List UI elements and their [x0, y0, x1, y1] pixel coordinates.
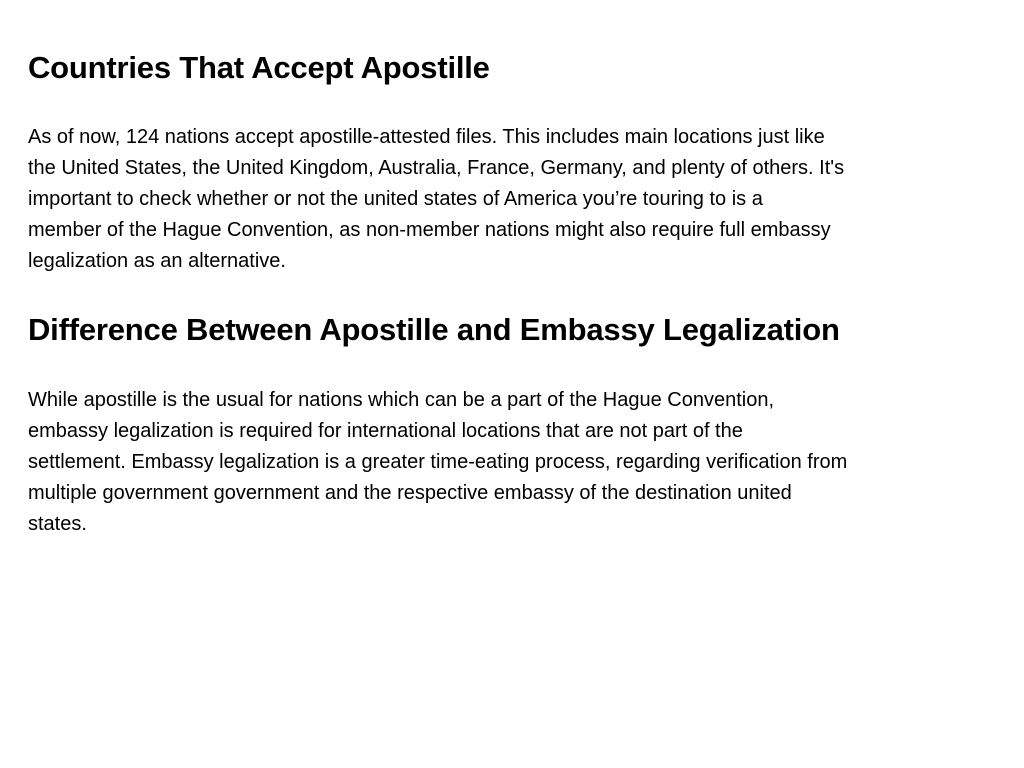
section-paragraph-difference: [28, 385, 996, 540]
paragraph-line: multiple government government and the respective embassy of the destination united: [28, 482, 792, 504]
section-paragraph-countries: [28, 122, 996, 277]
section-heading-difference: Difference Between Apostille and Embassy Legalization: [28, 312, 840, 347]
section-heading-countries: Countries That Accept Apostille: [28, 50, 490, 85]
paragraph-line: embassy legalization is required for international locations that are not part of the: [28, 420, 743, 442]
paragraph-line: states.: [28, 513, 87, 535]
paragraph-line: As of now, 124 nations accept apostille-attested files. This includes main locations just like: [28, 126, 825, 148]
paragraph-line: settlement. Embassy legalization is a greater time-eating process, regarding verification from: [28, 451, 848, 473]
paragraph-line: the United States, the United Kingdom, Australia, France, Germany, and plenty of others. It's: [28, 157, 845, 179]
paragraph-line: important to check whether or not the united states of America you’re touring to is a: [28, 188, 763, 210]
paragraph-line: member of the Hague Convention, as non-member nations might also require full embassy: [28, 219, 831, 241]
paragraph-line: While apostille is the usual for nations which can be a part of the Hague Convention,: [28, 389, 774, 411]
paragraph-line: legalization as an alternative.: [28, 250, 286, 272]
